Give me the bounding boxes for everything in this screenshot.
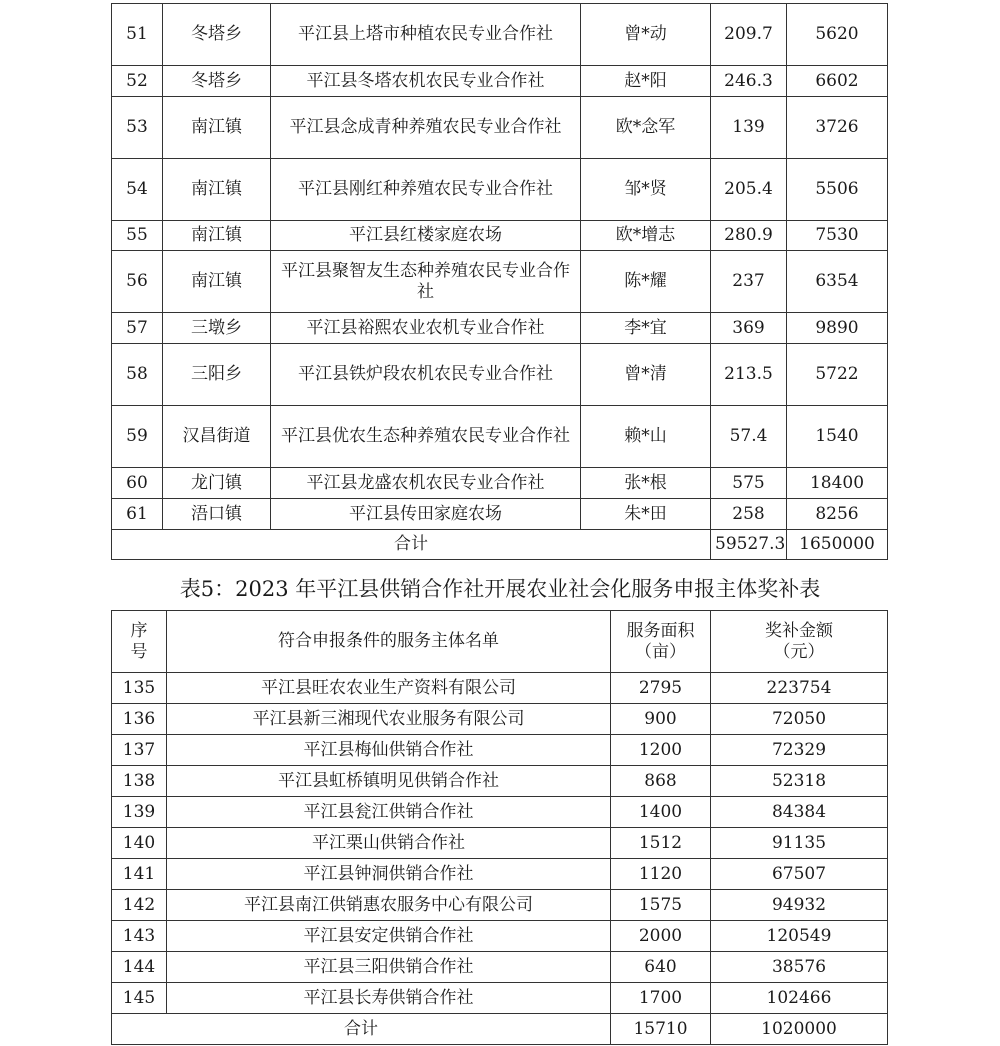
row-area: 237 — [711, 251, 787, 313]
row-amount: 9890 — [787, 313, 888, 344]
table-row — [112, 952, 888, 983]
row-area: 280.9 — [711, 221, 787, 251]
total-row — [112, 1014, 888, 1045]
row-area: 900 — [611, 704, 711, 735]
row-name: 平江县三阳供销合作社 — [167, 952, 611, 983]
row-person: 赖*山 — [581, 406, 711, 468]
total-area: 59527.3 — [711, 530, 787, 560]
row-amount: 84384 — [711, 797, 888, 828]
row-town: 南江镇 — [163, 221, 271, 251]
row-no: 137 — [112, 735, 167, 766]
table-row — [112, 221, 888, 251]
table-4 — [111, 3, 888, 560]
row-name: 平江县聚智友生态种养殖农民专业合作社 — [271, 251, 581, 313]
row-amount: 1540 — [787, 406, 888, 468]
row-name: 平江县铁炉段农机农民专业合作社 — [271, 344, 581, 406]
row-amount: 72329 — [711, 735, 888, 766]
total-label: 合计 — [112, 530, 711, 560]
row-no: 55 — [112, 221, 163, 251]
row-name: 平江县钟洞供销合作社 — [167, 859, 611, 890]
row-name: 平江县瓮江供销合作社 — [167, 797, 611, 828]
row-name: 平江县长寿供销合作社 — [167, 983, 611, 1014]
row-amount: 5506 — [787, 159, 888, 221]
table-row — [112, 159, 888, 221]
row-no: 144 — [112, 952, 167, 983]
row-no: 51 — [112, 4, 163, 66]
table-row — [112, 251, 888, 313]
row-name: 平江县裕熙农业农机专业合作社 — [271, 313, 581, 344]
row-amount: 120549 — [711, 921, 888, 952]
row-amount: 91135 — [711, 828, 888, 859]
row-amount: 5620 — [787, 4, 888, 66]
row-no: 58 — [112, 344, 163, 406]
row-name: 平江县龙盛农机农民专业合作社 — [271, 468, 581, 499]
row-amount: 94932 — [711, 890, 888, 921]
table-5 — [111, 610, 888, 1045]
table-row — [112, 797, 888, 828]
table-row — [112, 344, 888, 406]
table-row — [112, 766, 888, 797]
total-amount: 1650000 — [787, 530, 888, 560]
row-area: 246.3 — [711, 66, 787, 97]
row-no: 141 — [112, 859, 167, 890]
row-town: 冬塔乡 — [163, 66, 271, 97]
table-row — [112, 97, 888, 159]
row-no: 145 — [112, 983, 167, 1014]
row-area: 575 — [711, 468, 787, 499]
row-amount: 223754 — [711, 673, 888, 704]
row-amount: 6602 — [787, 66, 888, 97]
row-name: 平江县优农生态种养殖农民专业合作社 — [271, 406, 581, 468]
row-name: 平江县念成青种养殖农民专业合作社 — [271, 97, 581, 159]
header-amount: 奖补金额（元） — [711, 611, 888, 673]
row-no: 53 — [112, 97, 163, 159]
row-no: 56 — [112, 251, 163, 313]
row-person: 朱*田 — [581, 499, 711, 530]
row-name: 平江县旺农农业生产资料有限公司 — [167, 673, 611, 704]
row-no: 61 — [112, 499, 163, 530]
row-name: 平江县安定供销合作社 — [167, 921, 611, 952]
row-name: 平江县冬塔农机农民专业合作社 — [271, 66, 581, 97]
row-amount: 8256 — [787, 499, 888, 530]
row-name: 平江县虹桥镇明见供销合作社 — [167, 766, 611, 797]
row-town: 三墩乡 — [163, 313, 271, 344]
table-row — [112, 735, 888, 766]
row-area: 139 — [711, 97, 787, 159]
header-name: 符合申报条件的服务主体名单 — [167, 611, 611, 673]
table-5-title: 表5：2023 年平江县供销合作社开展农业社会化服务申报主体奖补表 — [179, 577, 821, 601]
table-row — [112, 499, 888, 530]
row-person: 邹*贤 — [581, 159, 711, 221]
row-no: 138 — [112, 766, 167, 797]
row-name: 平江县新三湘现代农业服务有限公司 — [167, 704, 611, 735]
row-no: 142 — [112, 890, 167, 921]
row-person: 欧*增志 — [581, 221, 711, 251]
row-area: 57.4 — [711, 406, 787, 468]
row-amount: 67507 — [711, 859, 888, 890]
row-name: 平江栗山供销合作社 — [167, 828, 611, 859]
row-name: 平江县红楼家庭农场 — [271, 221, 581, 251]
row-person: 欧*念军 — [581, 97, 711, 159]
row-area: 640 — [611, 952, 711, 983]
row-no: 52 — [112, 66, 163, 97]
row-town: 冬塔乡 — [163, 4, 271, 66]
row-name: 平江县南江供销惠农服务中心有限公司 — [167, 890, 611, 921]
table-row — [112, 468, 888, 499]
row-area: 369 — [711, 313, 787, 344]
table-row — [112, 890, 888, 921]
total-amount: 1020000 — [711, 1014, 888, 1045]
row-name: 平江县上塔市种植农民专业合作社 — [271, 4, 581, 66]
row-no: 57 — [112, 313, 163, 344]
row-no: 135 — [112, 673, 167, 704]
row-town: 龙门镇 — [163, 468, 271, 499]
table-row — [112, 921, 888, 952]
row-no: 139 — [112, 797, 167, 828]
row-town: 南江镇 — [163, 97, 271, 159]
row-area: 209.7 — [711, 4, 787, 66]
table-row — [112, 4, 888, 66]
row-area: 1120 — [611, 859, 711, 890]
table-row — [112, 704, 888, 735]
header-no: 序号 — [112, 611, 167, 673]
row-amount: 72050 — [711, 704, 888, 735]
row-area: 1512 — [611, 828, 711, 859]
table-row — [112, 983, 888, 1014]
row-town: 汉昌街道 — [163, 406, 271, 468]
row-area: 2795 — [611, 673, 711, 704]
header-area: 服务面积（亩） — [611, 611, 711, 673]
row-person: 张*根 — [581, 468, 711, 499]
row-area: 1575 — [611, 890, 711, 921]
row-amount: 6354 — [787, 251, 888, 313]
row-name: 平江县梅仙供销合作社 — [167, 735, 611, 766]
row-area: 205.4 — [711, 159, 787, 221]
row-no: 143 — [112, 921, 167, 952]
table-row — [112, 673, 888, 704]
row-area: 2000 — [611, 921, 711, 952]
row-amount: 7530 — [787, 221, 888, 251]
row-person: 李*宜 — [581, 313, 711, 344]
row-person: 曾*动 — [581, 4, 711, 66]
row-name: 平江县刚红种养殖农民专业合作社 — [271, 159, 581, 221]
row-amount: 38576 — [711, 952, 888, 983]
row-no: 60 — [112, 468, 163, 499]
row-area: 258 — [711, 499, 787, 530]
row-town: 南江镇 — [163, 251, 271, 313]
row-area: 1700 — [611, 983, 711, 1014]
row-no: 54 — [112, 159, 163, 221]
header-row — [112, 611, 888, 673]
row-area: 868 — [611, 766, 711, 797]
row-name: 平江县传田家庭农场 — [271, 499, 581, 530]
row-person: 赵*阳 — [581, 66, 711, 97]
table-row — [112, 66, 888, 97]
table-row — [112, 406, 888, 468]
row-area: 1400 — [611, 797, 711, 828]
table-row — [112, 313, 888, 344]
row-town: 南江镇 — [163, 159, 271, 221]
row-no: 59 — [112, 406, 163, 468]
table-row — [112, 828, 888, 859]
row-amount: 18400 — [787, 468, 888, 499]
total-area: 15710 — [611, 1014, 711, 1045]
row-person: 陈*耀 — [581, 251, 711, 313]
total-label: 合计 — [112, 1014, 611, 1045]
row-amount: 3726 — [787, 97, 888, 159]
row-person: 曾*清 — [581, 344, 711, 406]
row-amount: 5722 — [787, 344, 888, 406]
row-no: 140 — [112, 828, 167, 859]
total-row — [112, 530, 888, 560]
row-amount: 52318 — [711, 766, 888, 797]
row-amount: 102466 — [711, 983, 888, 1014]
row-no: 136 — [112, 704, 167, 735]
row-town: 三阳乡 — [163, 344, 271, 406]
row-town: 浯口镇 — [163, 499, 271, 530]
table-row — [112, 859, 888, 890]
row-area: 1200 — [611, 735, 711, 766]
row-area: 213.5 — [711, 344, 787, 406]
